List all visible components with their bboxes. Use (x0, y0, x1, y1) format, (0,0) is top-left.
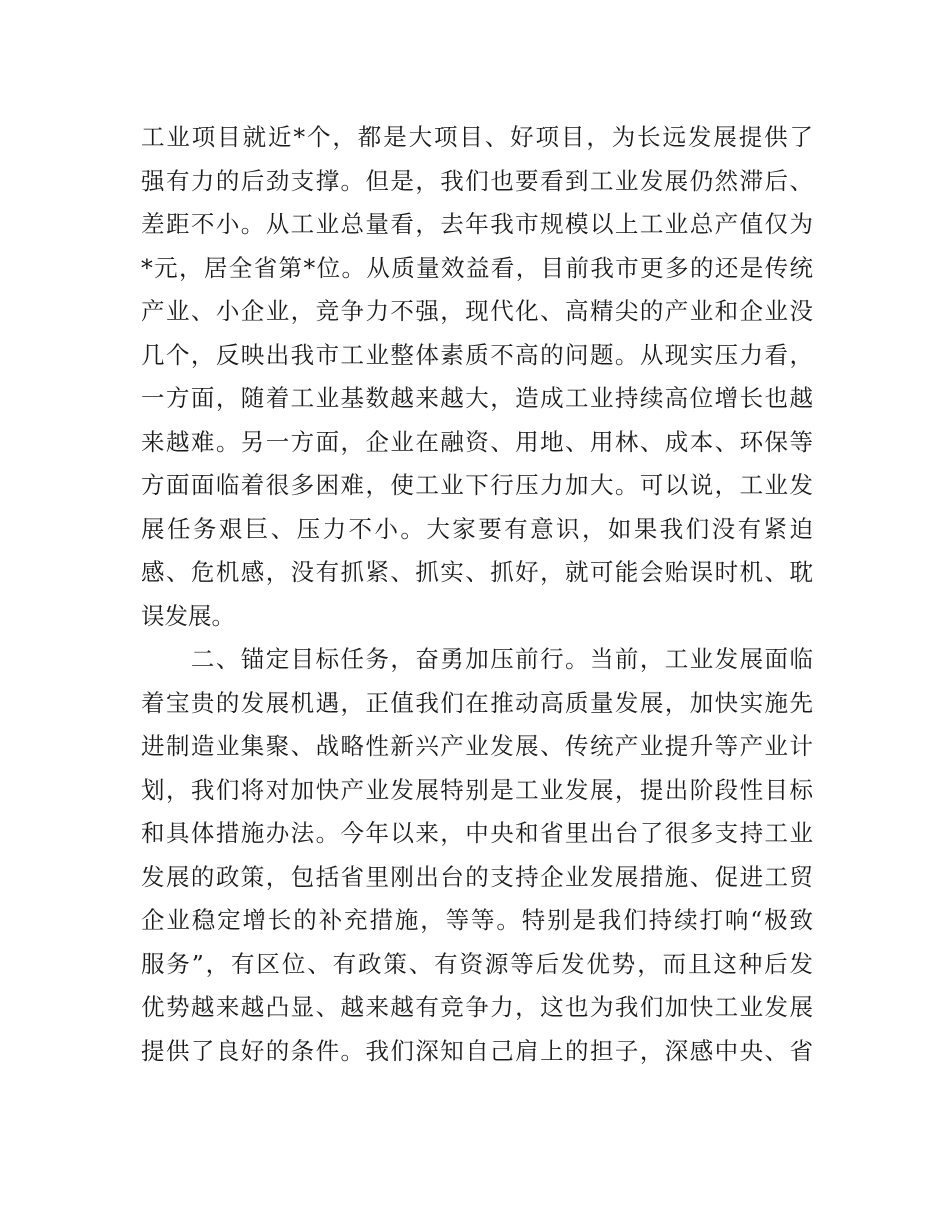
text-line: 提供了良好的条件。我们深知自己肩上的担子，深感中央、省 (141, 1036, 813, 1065)
text-line: 发展的政策，包括省里刚出台的支持企业发展措施、促进工贸 (141, 862, 813, 891)
text-line: 划，我们将对加快产业发展特别是工业发展，提出阶段性目标 (141, 775, 813, 804)
text-line: 进制造业集聚、战略性新兴产业发展、传统产业提升等产业计 (141, 732, 813, 760)
text-line: 强有力的后劲支撑。但是，我们也要看到工业发展仍然滞后、 (141, 166, 813, 195)
text-line: *元，居全省第*位。从质量效益看，目前我市更多的还是传统 (141, 253, 813, 282)
paragraph-section-two (141, 638, 813, 1073)
text-line: 方面面临着很多困难，使工业下行压力加大。可以说，工业发 (141, 471, 813, 499)
paragraph-industry-status (141, 116, 813, 638)
text-line: 工业项目就近*个，都是大项目、好项目，为长远发展提供了 (141, 123, 813, 151)
text-line: 服务”，有区位、有政策、有资源等后发优势，而且这种后发 (141, 949, 813, 978)
text-line: 误发展。 (141, 601, 235, 630)
text-line: 和具体措施办法。今年以来，中央和省里出台了很多支持工业 (141, 819, 813, 847)
text-line: 着宝贵的发展机遇，正值我们在推动高质量发展，加快实施先 (141, 688, 813, 717)
text-line: 优势越来越凸显、越来越有竞争力，这也为我们加快工业发展 (141, 993, 813, 1021)
text-line: 一方面，随着工业基数越来越大，造成工业持续高位增长也越 (141, 384, 813, 412)
section-heading-line: 二、锚定目标任务，奋勇加压前行。当前，工业发展面临 (141, 645, 813, 673)
text-line: 感、危机感，没有抓紧、抓实、抓好，就可能会贻误时机、耽 (141, 558, 813, 586)
text-line: 几个，反映出我市工业整体素质不高的问题。从现实压力看， (141, 340, 813, 369)
text-line: 产业、小企业，竞争力不强，现代化、高精尖的产业和企业没 (141, 297, 813, 325)
text-line: 来越难。另一方面，企业在融资、用地、用林、成本、环保等 (141, 427, 813, 456)
text-line: 企业稳定增长的补充措施，等等。特别是我们持续打响“极致 (141, 906, 813, 934)
text-line: 展任务艰巨、压力不小。大家要有意识，如果我们没有紧迫 (141, 514, 813, 543)
text-line: 差距不小。从工业总量看，去年我市规模以上工业总产值仅为 (141, 210, 813, 238)
